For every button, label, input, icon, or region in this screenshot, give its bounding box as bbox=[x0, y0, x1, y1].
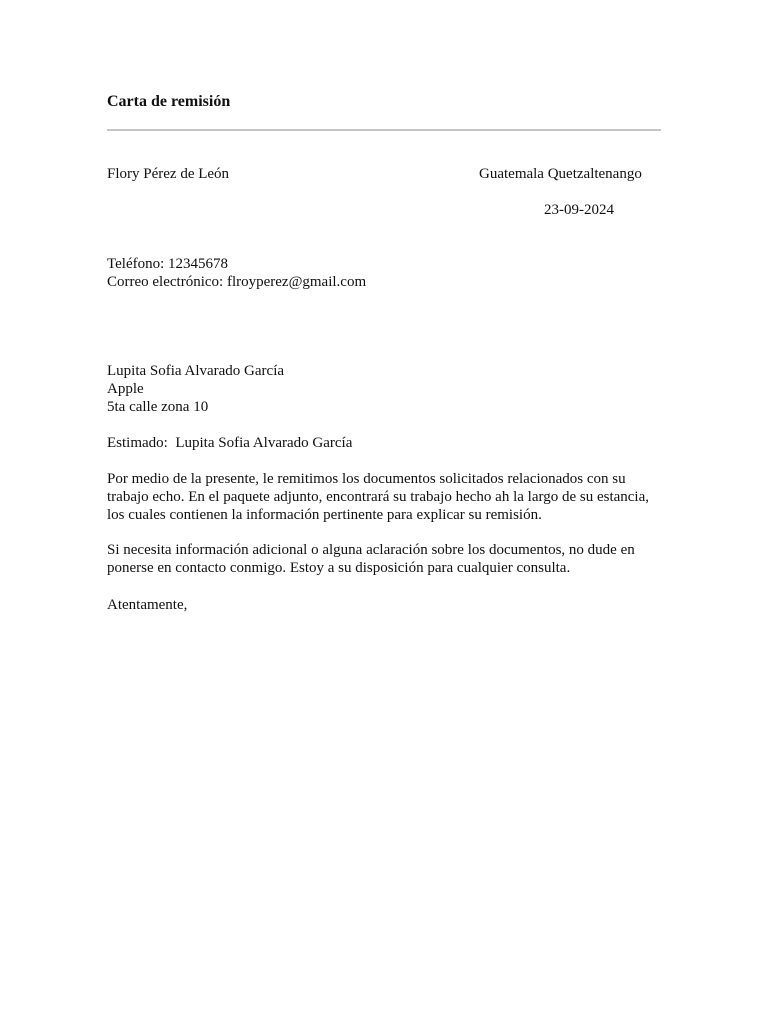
recipient-block bbox=[107, 362, 284, 416]
letter-title: Carta de remisión bbox=[107, 93, 231, 110]
sender-location: Guatemala Quetzaltenango bbox=[479, 166, 642, 182]
letter-date: 23-09-2024 bbox=[544, 202, 614, 218]
closing: Atentamente, bbox=[107, 597, 188, 613]
body-paragraph-2 bbox=[107, 541, 635, 577]
contact-email: Correo electrónico: flroyperez@gmail.com bbox=[107, 274, 367, 290]
paragraph-line: Por medio de la presente, le remitimos los documentos solicitados relacionados con su bbox=[107, 471, 626, 487]
recipient-company: Apple bbox=[107, 381, 144, 397]
contact-block bbox=[107, 255, 366, 291]
salutation: Estimado: Lupita Sofia Alvarado García bbox=[107, 435, 353, 451]
paragraph-line: trabajo echo. En el paquete adjunto, encontrará su trabajo hecho ah la largo de su estancia, bbox=[107, 489, 649, 505]
recipient-address: 5ta calle zona 10 bbox=[107, 399, 209, 415]
title-divider bbox=[107, 129, 661, 131]
contact-phone: Teléfono: 12345678 bbox=[107, 256, 229, 272]
paragraph-line: ponerse en contacto conmigo. Estoy a su disposición para cualquier consulta. bbox=[107, 560, 571, 576]
sender-name: Flory Pérez de León bbox=[107, 166, 230, 182]
body-paragraph-1 bbox=[107, 470, 649, 524]
paragraph-line: Si necesita información adicional o alguna aclaración sobre los documentos, no dude en bbox=[107, 542, 635, 558]
paragraph-line: los cuales contienen la información pertinente para explicar su remisión. bbox=[107, 507, 542, 523]
recipient-name: Lupita Sofia Alvarado García bbox=[107, 363, 285, 379]
